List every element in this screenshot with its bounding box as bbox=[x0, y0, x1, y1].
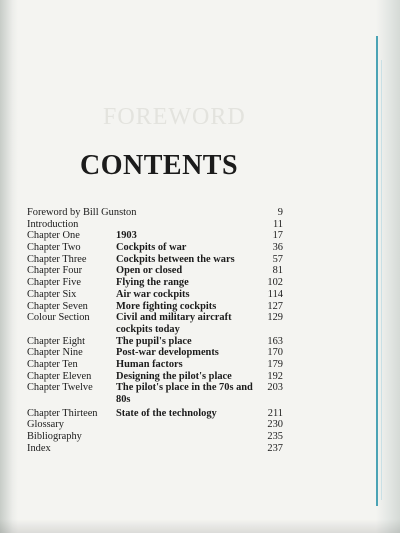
toc-title: Cockpits of war bbox=[116, 242, 187, 254]
toc-page-number: 203 bbox=[267, 382, 283, 394]
page-title: CONTENTS bbox=[80, 150, 239, 181]
toc-page-number: 192 bbox=[267, 370, 283, 382]
toc-page-number: 129 bbox=[267, 312, 283, 324]
toc-page-number: 17 bbox=[272, 230, 283, 242]
toc-page-number: 237 bbox=[267, 442, 283, 454]
toc-page-number: 81 bbox=[272, 265, 283, 277]
toc-row bbox=[27, 312, 283, 335]
toc-label: Chapter Two bbox=[27, 242, 81, 254]
cover-edge-line bbox=[376, 36, 378, 506]
toc-page-number: 211 bbox=[267, 407, 283, 419]
toc-page-number: 235 bbox=[267, 431, 283, 443]
toc-page-number: 163 bbox=[267, 335, 283, 347]
toc-row bbox=[27, 254, 283, 266]
toc-label: Chapter Five bbox=[27, 277, 81, 289]
toc-row bbox=[27, 359, 283, 371]
toc-label: Chapter Ten bbox=[27, 358, 78, 370]
toc-title: Flying the range bbox=[116, 277, 189, 289]
page-bottom-shadow bbox=[0, 519, 400, 533]
toc-row bbox=[27, 265, 283, 277]
toc-row bbox=[27, 336, 283, 348]
toc-row bbox=[27, 431, 283, 443]
toc-label: Chapter Twelve bbox=[27, 382, 93, 394]
toc-row bbox=[27, 443, 283, 455]
toc-row bbox=[27, 277, 283, 289]
toc-row bbox=[27, 219, 283, 231]
toc-title: Civil and military aircraft cockpits today bbox=[116, 312, 232, 335]
show-through-title: FOREWORD bbox=[103, 104, 246, 130]
toc-page-number: 11 bbox=[272, 218, 283, 230]
toc-label: Chapter Four bbox=[27, 265, 83, 277]
toc-title: The pilot's place in the 70s and 80s bbox=[116, 382, 253, 406]
toc-title: Air war cockpits bbox=[116, 288, 190, 300]
toc-label: Introduction bbox=[27, 218, 79, 230]
toc-label: Chapter Nine bbox=[27, 347, 83, 359]
toc-row bbox=[27, 419, 283, 431]
toc-title: The pupil's place bbox=[116, 335, 192, 347]
toc-label: Chapter Seven bbox=[27, 300, 88, 312]
toc-title: Open or closed bbox=[116, 265, 183, 277]
toc-label: Chapter Three bbox=[27, 253, 87, 265]
cover-edge-line-light bbox=[381, 60, 382, 500]
toc-title: State of the technology bbox=[116, 407, 217, 419]
toc-title: Post-war developments bbox=[116, 347, 219, 359]
toc-label: Bibliography bbox=[27, 431, 82, 443]
toc-row bbox=[27, 230, 283, 242]
toc-title: 1903 bbox=[116, 230, 137, 242]
toc-page-number: 179 bbox=[267, 358, 283, 370]
toc-row bbox=[27, 382, 283, 405]
toc-page-number: 57 bbox=[272, 253, 283, 265]
toc-page-number: 127 bbox=[267, 300, 283, 312]
toc-page-number: 36 bbox=[272, 242, 283, 254]
toc-title: More fighting cockpits bbox=[116, 300, 217, 312]
book-cover-edge bbox=[376, 0, 400, 533]
table-of-contents bbox=[27, 207, 283, 454]
toc-row bbox=[27, 371, 283, 383]
toc-title: Cockpits between the wars bbox=[116, 253, 235, 265]
toc-title: Designing the pilot's place bbox=[116, 370, 232, 382]
toc-label: Chapter Six bbox=[27, 288, 77, 300]
toc-page-number: 230 bbox=[267, 419, 283, 431]
toc-label: Chapter Thirteen bbox=[27, 407, 98, 419]
toc-label: Chapter Eleven bbox=[27, 370, 92, 382]
toc-page-number: 170 bbox=[267, 347, 283, 359]
toc-label: Index bbox=[27, 442, 51, 454]
toc-page-number: 102 bbox=[267, 277, 283, 289]
toc-row bbox=[27, 347, 283, 359]
toc-page-number: 9 bbox=[277, 207, 283, 218]
toc-label: Foreword by Bill Gunston bbox=[27, 207, 137, 218]
toc-label: Chapter One bbox=[27, 230, 80, 242]
toc-row bbox=[27, 207, 283, 219]
toc-row bbox=[27, 408, 283, 420]
toc-label: Glossary bbox=[27, 419, 64, 431]
toc-label: Colour Section bbox=[27, 312, 90, 324]
toc-row bbox=[27, 289, 283, 301]
toc-label: Chapter Eight bbox=[27, 335, 86, 347]
toc-title: Human factors bbox=[116, 358, 183, 370]
page-gutter-shadow bbox=[0, 0, 18, 533]
toc-row bbox=[27, 301, 283, 313]
toc-page-number: 114 bbox=[267, 288, 283, 300]
toc-row bbox=[27, 242, 283, 254]
